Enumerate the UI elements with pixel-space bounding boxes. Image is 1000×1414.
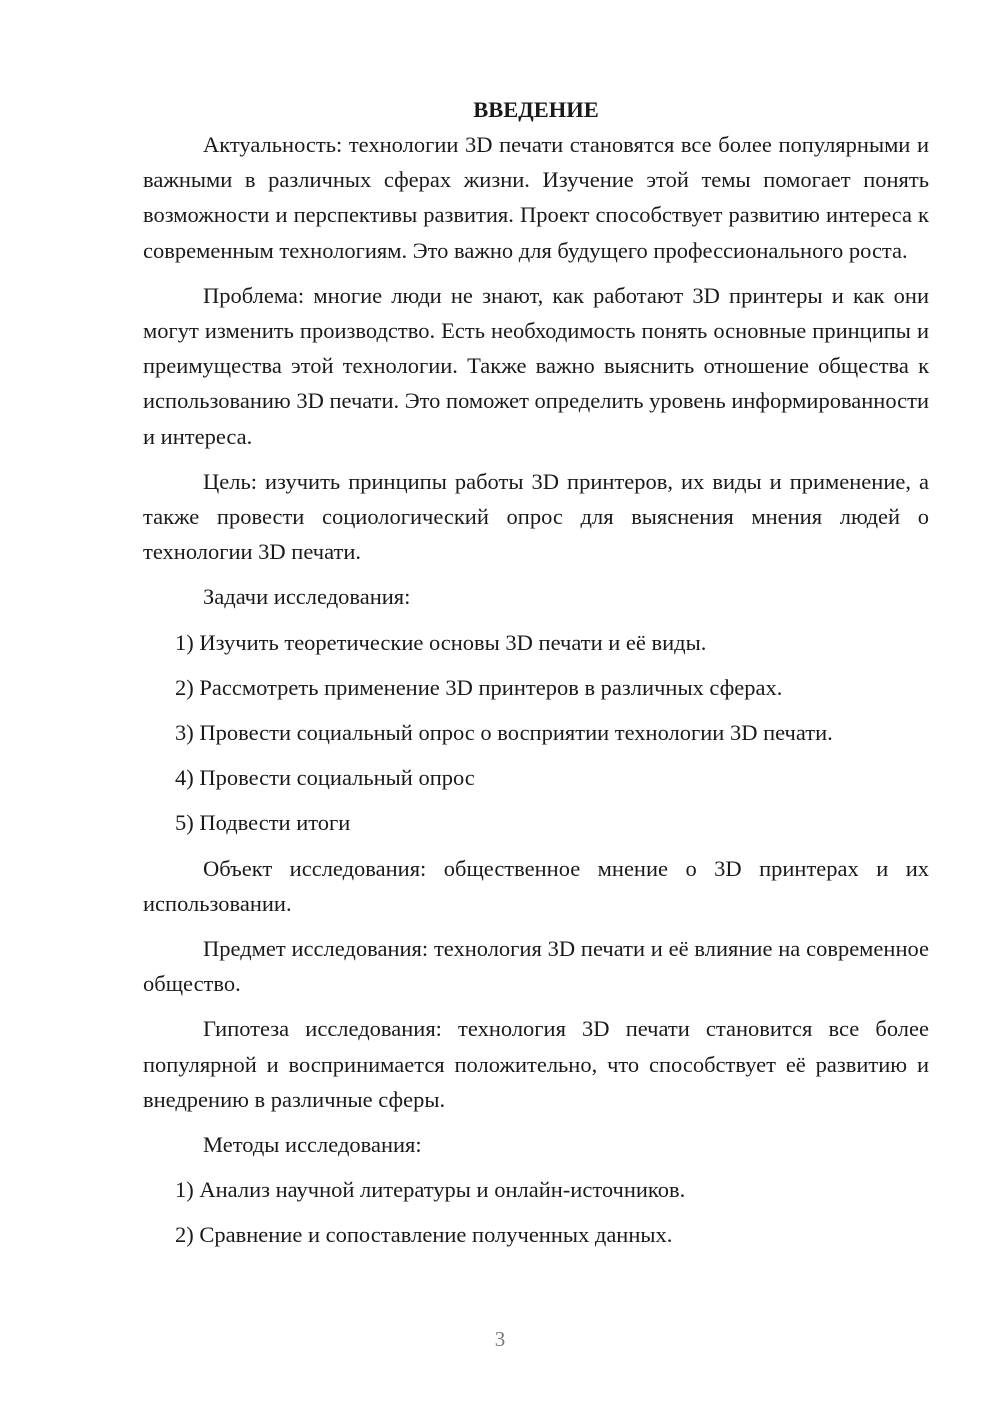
list-item: 1) Изучить теоретические основы 3D печати и её виды. xyxy=(175,629,707,655)
list-item: 1) Анализ научной литературы и онлайн-источников. xyxy=(175,1177,686,1203)
paragraph-problem: Проблема: многие люди не знают, как работают 3D принтеры и как они могут изменить производство. Есть необходимость понять основные принципы и преимущества этой технологии. Также важно выяснить отношение общества к использованию 3D печати. Это поможет определить уровень информированности и интереса. xyxy=(143,282,930,449)
list-item: 2) Рассмотреть применение 3D принтеров в различных сферах. xyxy=(175,674,783,700)
paragraph-hypothesis: Гипотеза исследования: технология 3D печати становится все более популярной и воспринимается положительно, что способствует её развитию и внедрению в различные сферы. xyxy=(143,1016,929,1112)
section-title: ВВЕДЕНИЕ xyxy=(473,97,599,122)
list-item: 4) Провести социальный опрос xyxy=(175,765,475,791)
tasks-heading: Задачи исследования: xyxy=(203,584,411,610)
list-item: 5) Подвести итоги xyxy=(175,810,351,836)
paragraph-goal: Цель: изучить принципы работы 3D принтеров, их виды и применение, а также провести социологический опрос для выяснения мнения людей о технологии 3D печати. xyxy=(143,468,929,565)
list-item: 2) Сравнение и сопоставление полученных данных. xyxy=(175,1222,673,1248)
methods-list xyxy=(143,1172,929,1252)
page-number: 3 xyxy=(494,1327,506,1351)
paragraph-subject: Предмет исследования: технология 3D печати и её влияние на современное общество. xyxy=(143,936,929,997)
list-item: 3) Провести социальный опрос о восприятии технологии 3D печати. xyxy=(175,720,833,746)
paragraph-object: Объект исследования: общественное мнение о 3D принтерах и их использовании. xyxy=(143,855,929,916)
methods-heading: Методы исследования: xyxy=(203,1132,422,1158)
tasks-list xyxy=(143,625,929,841)
document-page xyxy=(143,92,929,1263)
paragraph-relevance: Актуальность: технологии 3D печати становятся все более популярными и важными в различных сферах жизни. Изучение этой темы помогает понять возможности и перспективы развития. Проект способствует развитию интереса к современным технологиям. Это важно для будущего профессионального роста. xyxy=(143,132,929,263)
